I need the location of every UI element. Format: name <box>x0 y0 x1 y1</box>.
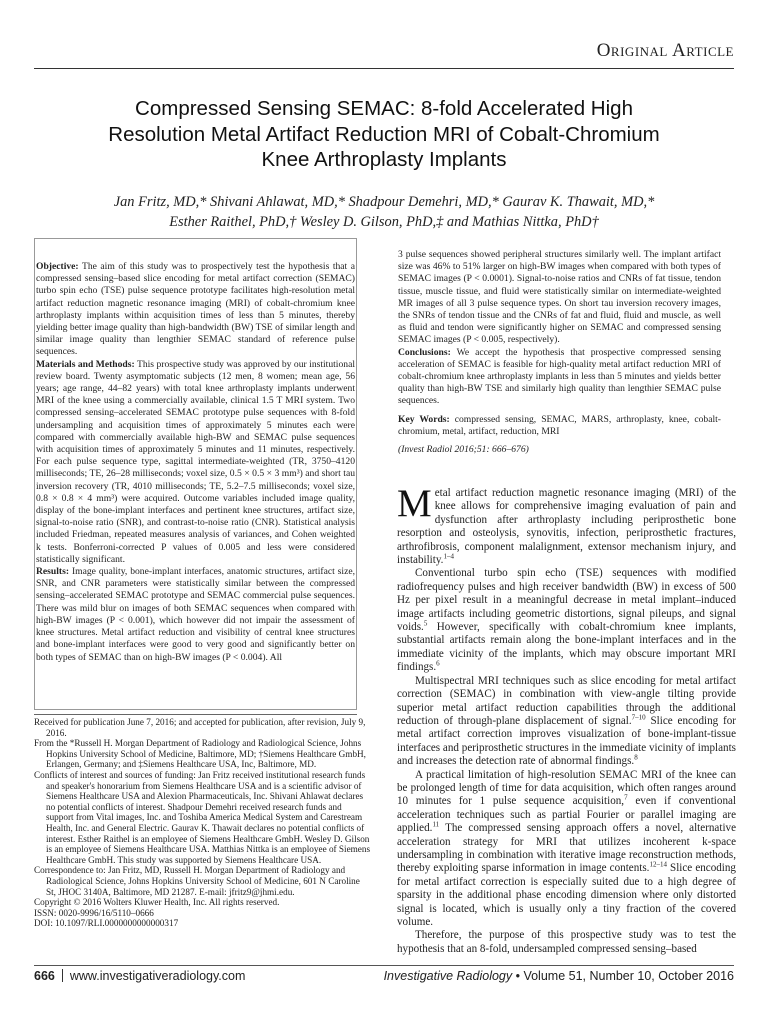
reference-marker: 7 <box>624 793 628 802</box>
author-line: Jan Fritz, MD,* Shivani Ahlawat, MD,* Shadpour Demehri, MD,* Gaurav K. Thawait, MD,* <box>113 194 655 210</box>
title-line: Resolution Metal Artifact Reduction MRI of Cobalt-Chromium <box>108 122 660 146</box>
methods-text: This prospective study was approved by our institutional review board. Twenty asymptomatic subjects (12 men, 8 women; mean age, 56 years; age range, 44–82 years) with total knee arthroplasty implants underwent MRI of the knee using a commercially available, clinical 1.5 T MRI system. Two compressed sensing–accelerated SEMAC prototype pulse sequences with 8-fold undersampling and acquisition times of approximately 5 minutes each were compared with commercially available high-BW and SEMAC pulse sequences with acquisition times of approximately 5 minutes and 11 minutes, respectively. For each pulse sequence type, sagittal intermediate-weighted (TR, 3750–4120 milliseconds; TE, 26–28 milliseconds; voxel size, 0.5 × 0.5 × 3 mm³) and short tau inversion recovery (TR, 4010 milliseconds; TE, 5.2–7.5 milliseconds; voxel size, 0.8 × 0.8 × 4 mm³) were acquired. Outcome variables included image quality, display of the bone-implant interfaces and pertinent knee structures, artifact size, signal-to-noise ratio (SNR), and contrast-to-noise ratio (CNR). Statistical analysis included Friedman, repeated measures analysis of variances, and Cohen weighted k tests. Bonferroni-corrected P values of 0.005 and less were considered statistically significant. <box>36 358 355 565</box>
reference-marker: 7–10 <box>631 713 646 722</box>
volume-info: Volume 51, Number 10, October 2016 <box>523 969 734 983</box>
reference-marker: 5 <box>423 619 428 628</box>
objective-text: The aim of this study was to prospectively test the hypothesis that a compressed sensing–based slice encoding for metal artifact correction (SEMAC) turbo spin echo (TSE) pulse sequence prototype facilitates high-resolution metal artifact reduction magnetic resonance imaging (MRI) of cobalt-chromium knee arthroplasty implants within acquisition times of less than 5 minutes, thereby yielding better image quality than high-bandwidth (BW) TSE of similar length and similar image quality than lengthier SEMAC standard of reference pulse sequences. <box>36 261 355 358</box>
title-line: Knee Arthroplasty Implants <box>261 148 507 171</box>
article-title <box>40 96 728 173</box>
footnote-received: Received for publication June 7, 2016; and accepted for publication, after revision, July 9, 2016. <box>34 717 366 738</box>
abstract-objective <box>36 261 355 359</box>
header-rule <box>34 68 734 69</box>
abstract-methods <box>36 359 355 566</box>
journal-name: Investigative Radiology <box>383 969 513 983</box>
paragraph-text: However, specifically with cobalt-chromium knee implants, substantial artifacts remain along the bone-implant interfaces and in the immediate vicinity of the implants, which may obscure important MRI findings. <box>397 621 736 674</box>
paragraph-text: Slice encoding for metal artifact correction improves visualization of bone-implant-tissue interfaces and periprosthetic structures in the immediate vicinity of implants and increases the detection rate of abnormal findings. <box>397 714 736 768</box>
footnote-copyright: Copyright © 2016 Wolters Kluwer Health, Inc. All rights reserved. <box>34 897 280 908</box>
footnote-issn: ISSN: 0020-9996/16/5110–0666 <box>34 907 154 918</box>
abstract-results <box>36 566 355 664</box>
body-text <box>397 482 736 956</box>
body-paragraph <box>397 567 736 674</box>
reference-marker: 6 <box>436 659 440 668</box>
results-label: Results: <box>36 566 70 578</box>
author-list <box>30 192 738 232</box>
paragraph-text: etal artifact reduction magnetic resonance imaging (MRI) of the knee allows for comprehensive imaging evaluation of pain and dysfunction after arthroplasty including periprosthetic bone resorption and osteolysis, synovitis, infection, periprosthetic fractures, arthrofibrosis, component malalignment, extensor mechanism injury, and instability. <box>397 487 736 567</box>
reference-marker: 12–14 <box>649 860 667 869</box>
paragraph-text: A practical limitation of high-resolution SEMAC MRI of the knee can be prolonged length of time for data acquisition, which often ranges around 10 minutes for 1 pulse sequence acquisition, <box>397 768 736 808</box>
footer-divider <box>62 969 63 982</box>
journal-website-link[interactable]: www.investigativeradiology.com <box>69 969 246 983</box>
keywords-text: compressed sensing, SEMAC, MARS, arthroplasty, knee, cobalt-chromium, metal, artifact, reduction, MRI <box>398 413 721 437</box>
keywords <box>398 414 721 438</box>
footnote-correspondence: Correspondence to: Jan Fritz, MD, Russell H. Morgan Department of Radiology and Radiological Science, Johns Hopkins University School of Medicine, 601 N Caroline St, JHOC 3140A, Baltimore, MD 21287. E-mail: jfritz9@jhmi.edu. <box>34 865 360 897</box>
body-paragraph <box>397 769 736 930</box>
paragraph-text: Multispectral MRI techniques such as slice encoding for metal artifact correction (SEMAC) in combination with view-angle tilting provide superior metal artifact reduction capabilities through the additional reduction of through-plane displacement of signal. <box>397 674 736 727</box>
footnote-doi: DOI: 10.1097/RLI.0000000000000317 <box>34 918 179 929</box>
body-paragraph <box>397 929 736 956</box>
footnote-conflicts: Conflicts of interest and sources of funding: Jan Fritz received institutional research funds and speaker's honorarium from Siemens Healthcare USA and is a scientific advisor of Siemens Healthcare USA and Alexion Pharmaceuticals, Inc. Shivani Ahlawat declares no potential conflicts of interest. Shadpour Demehri received research funds and support from Vital images, Inc. and Toshiba America Medical System and Carestream Health, Inc. and General Electric. Gaurav K. Thawait declares no potential conflicts of interest. Esther Raithel is an employee of Siemens Healthcare GmbH. Wesley D. Gilson is an employee of Siemens Healthcare USA. Matthias Nittka is an employee of Siemens Healthcare GmbH. This study was supported by Siemens Healthcare USA. <box>34 769 371 865</box>
results-text: Image quality, bone-implant interfaces, anatomic structures, artifact size, SNR, and CNR parameters were statistically similar between the compressed sensing–accelerated SEMAC prototype and SEMAC commercial pulse sequences. There was mild blur on images of both SEMAC sequences when compared with high-BW images (P < 0.001), which however did not impair the assessment of knee structures. Metal artifact reduction and visibility of central knee structures and bone-implant interfaces were good to very good and significantly better on both types of SEMAC than on high-BW images (P < 0.004). All <box>36 566 355 663</box>
reference-marker: 11 <box>432 820 440 829</box>
footer-right: Investigative Radiology • Volume 51, Number 10, October 2016 <box>383 969 734 983</box>
paragraph-text: The compressed sensing approach offers a novel, alternative acceleration strategy for MRI that utilizes incoherent k-space undersampling in combination with iterative image reconstruction methods, thereby exploiting sparse information in image contents. <box>397 822 736 875</box>
paragraph-text: Conventional turbo spin echo (TSE) sequences with modified radiofrequency pulses and high receiver bandwidth (BW) in excess of 500 Hz per pixel result in a meaningful decrease in metal implant–induced image artifacts including geometric distortions, signal pileups, and signal voids. <box>397 567 736 634</box>
citation: (Invest Radiol 2016;51: 666–676) <box>398 444 529 456</box>
paragraph-text: even if conventional acceleration techniques such as partial Fourier or parallel imaging are applied. <box>397 795 736 835</box>
footer-rule <box>34 965 734 966</box>
footnote-block <box>34 714 371 929</box>
page-number: 666 <box>34 969 55 983</box>
author-line: Esther Raithel, PhD,† Wesley D. Gilson, PhD,‡ and Mathias Nittka, PhD† <box>169 214 599 230</box>
abstract-conclusions <box>398 347 721 408</box>
objective-label: Objective: <box>36 261 79 272</box>
footer-left <box>34 969 245 983</box>
paragraph-text: Therefore, the purpose of this prospective study was to test the hypothesis that an 8-fold, undersampled compressed sensing–based <box>397 929 736 955</box>
conclusions-label: Conclusions: <box>398 346 451 358</box>
results-continued: 3 pulse sequences showed peripheral structures similarly well. The implant artifact size was 46% to 51% larger on high-BW images when compared with both types of SEMAC images (P < 0.0001). Signal-to-noise ratios and CNRs of fat tissue, tendon tissue, muscle tissue, and fluid were statistically similar on intermediate-weighted MR images of all 3 pulse sequence types. On short tau inversion recovery images, the SNRs of tendon tissue and the CNRs of fat and fluid, fluid and muscle, as well as fluid and tendon were significantly higher on SEMAC and compressed sensing SEMAC images (P < 0.005, respectively). <box>398 249 721 346</box>
reference-marker: 1–4 <box>443 552 454 561</box>
abstract-box <box>34 238 357 710</box>
paragraph-text: Slice encoding for metal artifact correction is especially suited due to a high degree of sparsity in the additional phase encoding dimension where only distorted signal is located, which is usually only a tiny fraction of the covered volume. <box>397 862 736 928</box>
footnote-affiliations: From the *Russell H. Morgan Department of Radiology and Radiological Science, Johns Hopkins University School of Medicine, Baltimore, MD; †Siemens Healthcare GmbH, Erlangen, Germany; and ‡Siemens Healthcare USA, Inc, Baltimore, MD. <box>34 738 366 770</box>
abstract-right-column <box>398 249 721 456</box>
body-paragraph <box>397 675 736 769</box>
reference-marker: 8 <box>634 753 638 762</box>
methods-label: Materials and Methods: <box>36 358 135 370</box>
conclusions-text: We accept the hypothesis that prospective compressed sensing acceleration of SEMAC is feasible for high-quality metal artifact reduction MRI of cobalt-chromium knee arthroplasty implants in less than 5 minutes and yields better quality than high-BW TSE and similarly high quality than lengthier SEMAC pulse sequences. <box>398 346 721 407</box>
title-line: Compressed Sensing SEMAC: 8-fold Accelerated High <box>135 97 633 120</box>
body-paragraph <box>397 482 736 567</box>
keywords-label: Key Words: <box>398 413 450 425</box>
footnote-separator <box>34 714 357 715</box>
drop-cap: M <box>397 482 432 525</box>
section-label: Original Article <box>596 40 734 61</box>
